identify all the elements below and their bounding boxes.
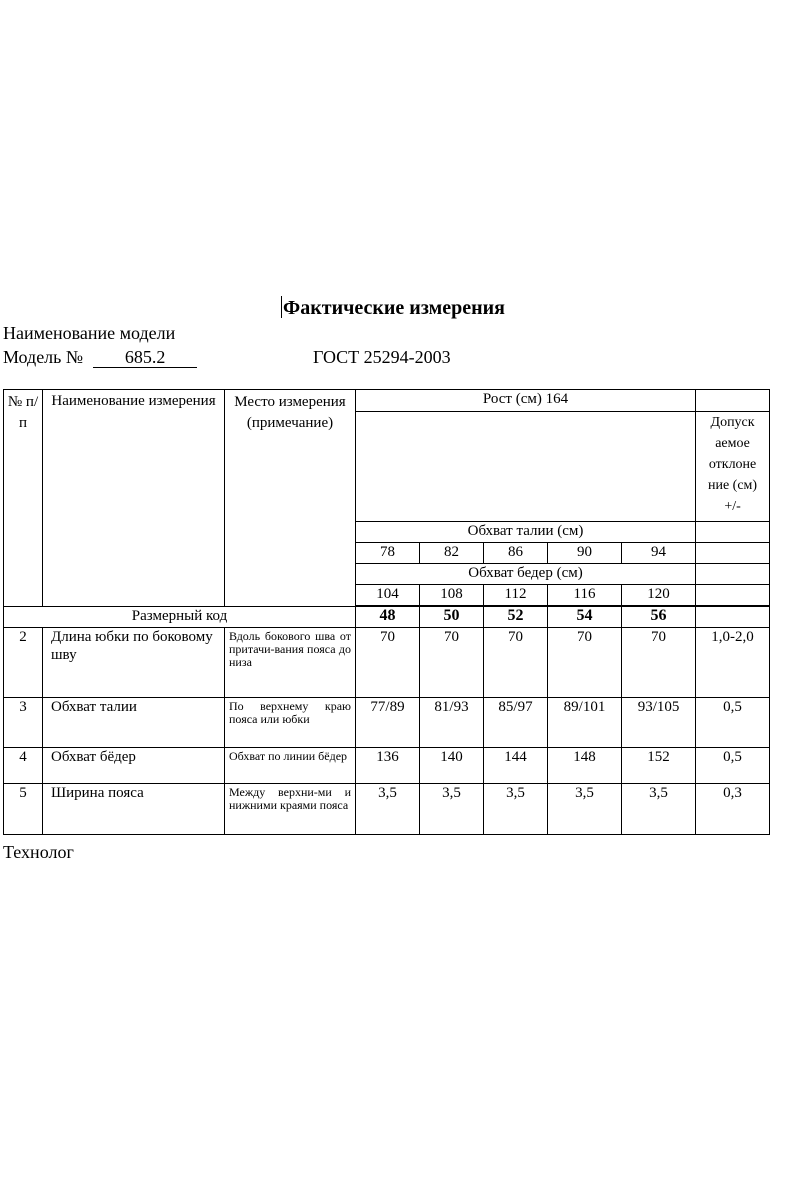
row-measurement-name: Ширина пояса — [43, 784, 225, 835]
document-title — [0, 296, 786, 320]
row-value: 70 — [356, 628, 420, 698]
model-number-line — [3, 347, 197, 368]
row-measurement-place: Обхват по линии бёдер — [225, 748, 356, 784]
waist-value: 94 — [622, 543, 696, 564]
row-value: 136 — [356, 748, 420, 784]
row-measurement-place: По верхнему краю пояса или юбки — [225, 698, 356, 748]
row-num: 2 — [4, 628, 43, 698]
row-value: 144 — [484, 748, 548, 784]
hip-value: 120 — [622, 585, 696, 606]
row-measurement-name: Длина юбки по боковому шву — [43, 628, 225, 698]
row-num: 4 — [4, 748, 43, 784]
table-row — [4, 748, 770, 784]
header-tolerance: Допуск аемое отклоне ние (см) +/- — [696, 412, 770, 522]
row-tolerance: 0,5 — [696, 698, 770, 748]
row-num: 5 — [4, 784, 43, 835]
row-value: 70 — [420, 628, 484, 698]
row-value: 3,5 — [548, 784, 622, 835]
model-name-label: Наименование модели — [3, 323, 176, 343]
header-row-height — [4, 390, 770, 412]
gost-standard: ГОСТ 25294-2003 — [313, 347, 451, 367]
row-value: 3,5 — [484, 784, 548, 835]
row-measurement-place: Между верхни-ми и нижними краями пояса — [225, 784, 356, 835]
hip-label-empty-cell — [696, 564, 770, 585]
header-measurement-place: Место измерения (примечание) — [225, 390, 356, 607]
row-value: 81/93 — [420, 698, 484, 748]
size-code-row — [4, 607, 770, 628]
size-code: 50 — [420, 607, 484, 628]
row-value: 3,5 — [420, 784, 484, 835]
waist-values-empty-cell — [696, 543, 770, 564]
waist-value: 90 — [548, 543, 622, 564]
text-cursor — [281, 296, 282, 318]
size-code: 54 — [548, 607, 622, 628]
row-value: 77/89 — [356, 698, 420, 748]
hip-value: 112 — [484, 585, 548, 606]
hip-value: 116 — [548, 585, 622, 606]
row-value: 70 — [484, 628, 548, 698]
row-tolerance: 0,3 — [696, 784, 770, 835]
waist-label-empty-cell — [696, 522, 770, 543]
row-value: 89/101 — [548, 698, 622, 748]
row-measurement-place: Вдоль бокового шва от притачи-вания пояса до низа — [225, 628, 356, 698]
header-num: № п/ п — [4, 390, 43, 607]
row-value: 85/97 — [484, 698, 548, 748]
row-value: 148 — [548, 748, 622, 784]
model-number-label: Модель № — [3, 347, 84, 367]
hip-value: 104 — [356, 585, 420, 606]
header-measurement-name: Наименование измерения — [43, 390, 225, 607]
row-value: 3,5 — [356, 784, 420, 835]
measurements-table — [3, 389, 770, 835]
row-value: 93/105 — [622, 698, 696, 748]
row-measurement-name: Обхват бёдер — [43, 748, 225, 784]
hip-values-empty-cell — [696, 585, 770, 606]
row-value: 3,5 — [622, 784, 696, 835]
row-value: 70 — [548, 628, 622, 698]
model-number-value: 685.2 — [93, 348, 197, 368]
row-value: 152 — [622, 748, 696, 784]
document-title-text: Фактические измерения — [283, 297, 505, 319]
row-value: 70 — [622, 628, 696, 698]
header-hip-girth: Обхват бедер (см) — [356, 564, 696, 585]
row-num: 3 — [4, 698, 43, 748]
size-code-label: Размерный код — [4, 607, 356, 628]
waist-value: 78 — [356, 543, 420, 564]
model-name-line — [3, 323, 175, 344]
waist-value: 82 — [420, 543, 484, 564]
size-code: 52 — [484, 607, 548, 628]
waist-value: 86 — [484, 543, 548, 564]
size-code: 48 — [356, 607, 420, 628]
header-height-empty-cell — [696, 390, 770, 412]
table-row — [4, 784, 770, 835]
table-row — [4, 698, 770, 748]
header-height: Рост (см) 164 — [356, 390, 696, 412]
hip-value: 108 — [420, 585, 484, 606]
row-tolerance: 1,0-2,0 — [696, 628, 770, 698]
header-blank-area — [356, 412, 696, 522]
row-measurement-name: Обхват талии — [43, 698, 225, 748]
size-code: 56 — [622, 607, 696, 628]
row-value: 140 — [420, 748, 484, 784]
technologist-label: Технолог — [3, 842, 74, 862]
size-code-empty-cell — [696, 607, 770, 628]
table-row — [4, 628, 770, 698]
row-tolerance: 0,5 — [696, 748, 770, 784]
header-waist-girth: Обхват талии (см) — [356, 522, 696, 543]
